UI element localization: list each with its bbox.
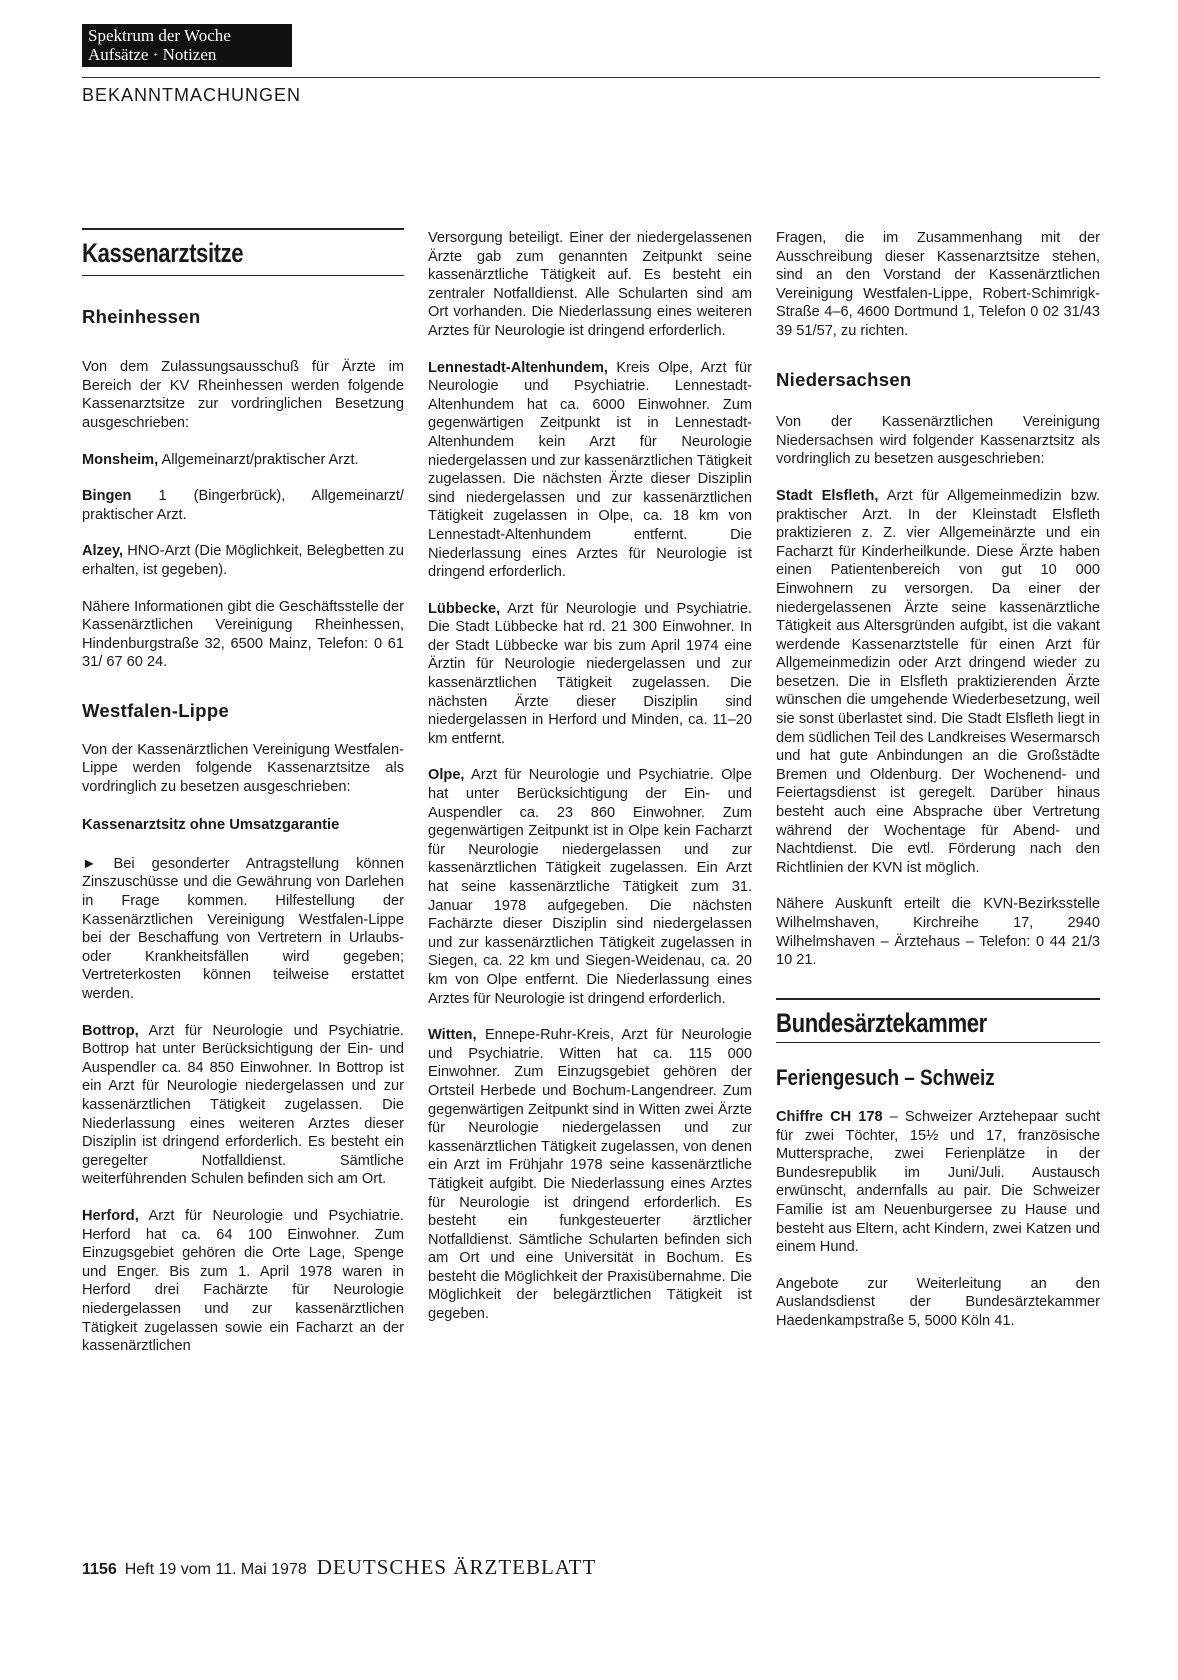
text-herford: Arzt für Neurologie und Psychiatrie. Herford hat ca. 64 100 Einwohner. Zum Einzugsgebiet gehören die Orte Lage, Spenge und Enger. Bis zum 1. April 1978 waren in Herford drei Fachärzte für Neurologie niedergelassen und zur kassenärztlichen Tätigkeit zugelassen sowie ein Facharzt an der kassenärztlichen <box>82 1207 404 1355</box>
paragraph-monsheim <box>82 451 404 470</box>
paragraph-alzey <box>82 542 404 579</box>
column-2 <box>428 229 752 1324</box>
lead-luebbecke: Lübbecke, <box>428 600 501 617</box>
text-olpe: Arzt für Neurologie und Psychiatrie. Olpe hat unter Berücksichtigung der Ein- und Auspendler ca. 23 860 Einwohner. Zum gegenwärtigen Zeitpunkt ist in Olpe kein Facharzt für Neurologie niedergelassen und zur kassenärztlichen Tätigkeit zugelassen. Ein Arzt hat seine kassenärztliche Tätigkeit zum 31. Januar 1978 aufgegeben. Die nächsten Fachärzte dieser Disziplin sind niedergelassen und zur kassenärztlichen Tätigkeit zugelassen in Siegen, ca. 22 km und Siegen-Weidenau, ca. 20 km von Olpe entfernt. Die Niederlassung eines Arztes für Neurologie ist dringend erforderlich. <box>428 767 752 1007</box>
paragraph-lennestadt <box>428 359 752 582</box>
heading-westfalen-lippe: Westfalen-Lippe <box>82 699 230 721</box>
paragraph-wl-bullet: ► Bei gesonderter Antragstellung können Zinszuschüsse und die Gewährung von Darlehen in Frage kommen. Hilfestellung der Kassenärztlichen Vereinigung Westfalen-Lippe bei der Beschaffung von Vertretern in Urlaubs- oder Krankheitsfällen wird gegeben; Vertreterkosten können teilweise erstattet werden. <box>82 855 404 1003</box>
text-monsheim: Allgemeinarzt/praktischer Arzt. <box>158 451 359 468</box>
paragraph-herford <box>82 1207 404 1356</box>
heading-ohne-umsatzgarantie: Kassenarztsitz ohne Umsatzgarantie <box>82 817 340 834</box>
lead-bottrop: Bottrop, <box>82 1022 139 1039</box>
section-label: BEKANNTMACHUNGEN <box>82 85 302 105</box>
lead-alzey: Alzey, <box>82 543 124 560</box>
title-block-kassenarztsitze <box>82 228 404 276</box>
paragraph-col3-cont: Fragen, die im Zusammenhang mit der Ausschreibung dieser Kassenarztsitze stehen, sind an den Vorstand der Kassenärztlichen Vereinigung Westfalen-Lippe, Robert-Schimrigk-Straße 4–6, 4600 Dortmund 1, Telefon 0 02 31/43 39 51/57, zu richten. <box>776 230 1100 339</box>
page-number: 1156 <box>82 1561 117 1578</box>
text-alzey: HNO-Arzt (Die Möglichkeit, Belegbetten zu erhalten, ist gegeben). <box>82 543 404 578</box>
lead-herford: Herford, <box>82 1207 139 1224</box>
column-1 <box>82 228 404 1356</box>
paragraph-elsfleth <box>776 487 1100 877</box>
paragraph-chiffre <box>776 1108 1100 1257</box>
paragraph-col2-cont: Versorgung beteiligt. Einer der niedergelassenen Ärzte gab zum genannten Zeitpunkt seine kassenärztliche Tätigkeit auf. Es besteht ein zentraler Notfalldienst. Alle Schularten sind am Ort vorhanden. Die Niederlassung eines weiteren Arztes für Neurologie ist dringend erforderlich. <box>428 230 752 339</box>
page-footer <box>82 1555 596 1580</box>
paragraph-wl-intro: Von der Kassenärztlichen Vereinigung Westfalen-Lippe werden folgende Kassenarztsitze als vordringlich zu besetzen ausgeschrieben: <box>82 741 404 795</box>
rubric-box <box>82 24 292 67</box>
paragraph-bingen <box>82 487 404 524</box>
lead-olpe: Olpe, <box>428 767 465 784</box>
column-3 <box>776 229 1100 1331</box>
lead-witten: Witten, <box>428 1027 477 1044</box>
article-title: Kassenarztsitze <box>82 238 244 268</box>
paragraph-rh-intro: Von dem Zulassungsausschuß für Ärzte im Bereich der KV Rheinhessen werden folgende Kassenarztsitze zur vordringlichen Besetzung ausgeschrieben: <box>82 359 404 431</box>
issue-info: Heft 19 vom 11. Mai 1978 <box>124 1561 307 1578</box>
paragraph-bottrop <box>82 1022 404 1189</box>
lead-bingen: Bingen <box>82 488 132 505</box>
header-rule <box>82 77 1100 78</box>
text-chiffre: – Schweizer Arztehepaar sucht für zwei Töchter, 15½ und 17, französische Muttersprache, zwei Ferienplätze in der Bundesrepublik im Juni/Juli. Austausch erwünscht, andernfalls au pair. Die Schweizer Familie ist am Neuenburgersee zu Hause und besteht aus Eltern, acht Kindern, zwei Katzen und einem Hund. <box>776 1108 1101 1256</box>
text-witten: Ennepe-Ruhr-Kreis, Arzt für Neurologie und Psychiatrie. Witten hat ca. 115 000 Einwohner. Zum Einzugsgebiet gehören der Ortsteil Herbede und Bochum-Langendreer. Zum gegenwärtigen Zeitpunkt sind in Witten zwei Ärzte für Neurologie niedergelassen und zur kassenärztlichen Tätigkeit zugelassen, von denen ein Arzt im Frühjahr 1978 seine kassenärztliche Tätigkeit aufgibt. Die Niederlassung eines Arztes für Neurologie ist dringend erforderlich. Es besteht ein funkgesteuerter ärztlicher Notfalldienst. Sämtliche Schularten befinden sich am Ort und eine Universität in Bochum. Es besteht die Möglichkeit der Praxisübernahme. Die Möglichkeit der belegärztlichen Tätigkeit ist gegeben. <box>428 1027 752 1323</box>
bundesaerztekammer-title: Bundesärztekammer <box>776 1007 987 1038</box>
text-bottrop: Arzt für Neurologie und Psychiatrie. Bottrop hat unter Berücksichtigung der Ein- und Auspendler ca. 84 850 Einwohner. In Bottrop ist ein Arzt für Neurologie niedergelassen und zur kassenärztlichen Tätigkeit zugelassen. Die Niederlassung eines weiteren Arztes dieser Disziplin ist dringend erforderlich. Es besteht ein geregelter Notfalldienst. Sämtliche weiterführenden Schulen befinden sich am Ort. <box>82 1022 404 1188</box>
rubric-line-1: Spektrum der Woche <box>88 26 231 45</box>
paragraph-nds-info: Nähere Auskunft erteilt die KVN-Bezirksstelle Wilhelmshaven, Kirchreihe 17, 2940 Wilhelmshaven – Ärztehaus – Telefon: 0 44 21/3 10 21. <box>776 896 1100 969</box>
lead-lennestadt: Lennestadt-Altenhundem, <box>428 359 608 376</box>
text-bingen: 1 (Bingerbrück), Allgemeinarzt/ praktischer Arzt. <box>82 488 404 523</box>
paragraph-rh-info: Nähere Informationen gibt die Geschäftsstelle der Kassenärztlichen Vereinigung Rheinhessen, Hindenburgstraße 32, 6500 Mainz, Telefon: 0 61 31/ 67 60 24. <box>82 598 404 671</box>
lead-monsheim: Monsheim, <box>82 451 159 468</box>
heading-niedersachsen: Niedersachsen <box>776 368 912 390</box>
heading-rheinhessen: Rheinhessen <box>82 305 201 327</box>
paragraph-angebote: Angebote zur Weiterleitung an den Auslandsdienst der Bundesärztekammer Haedenkampstraße 5, 5000 Köln 41. <box>776 1275 1100 1329</box>
paragraph-witten <box>428 1026 752 1324</box>
lead-chiffre: Chiffre CH 178 <box>776 1108 883 1125</box>
rubric-line-2: Aufsätze · Notizen <box>88 45 217 64</box>
title-block-bundesaerztekammer <box>776 998 1100 1044</box>
paragraph-luebbecke <box>428 600 752 749</box>
paragraph-olpe <box>428 766 752 1008</box>
heading-feriengesuch: Feriengesuch – Schweiz <box>776 1065 995 1091</box>
text-lennestadt: Kreis Olpe, Arzt für Neurologie und Psychiatrie. Lennestadt-Altenhundem hat ca. 6000 Einwohner. Zum gegenwärtigen Zeitpunkt ist in Lennestadt-Altenhundem kein Arzt für Neurologie niedergelassen und zur kassenärztlichen Tätigkeit zugelassen. Die nächsten Ärzte dieser Disziplin sind niedergelassen und zur kassenärztlichen Tätigkeit zugelassen in Olpe, ca. 18 km von Lennestadt-Altenhundem entfernt. Die Niederlassung eines Arztes für Neurologie ist dringend erforderlich. <box>428 359 752 581</box>
magazine-name: DEUTSCHES ÄRZTEBLATT <box>316 1555 597 1579</box>
text-elsfleth: Arzt für Allgemeinmedizin bzw. praktischer Arzt. In der Kleinstadt Elsfleth praktizieren z. Z. vier Allgemeinärzte und ein Facharzt für Kinderheilkunde. Diese Ärzte haben einen Patientenbereich von gut 10 000 Einwohnern zu versorgen. Da einer der niedergelassenen Ärzte seine kassenärztliche Tätigkeit aus Altersgründen aufgibt, ist die vakant werdende Kassenarztstelle für einen Arzt für Allgemeinmedizin oder Arzt dringend wieder zu besetzen. Die in Elsfleth praktizierenden Ärzte wünschen die umgehende Wiederbesetzung, weil sie sonst überlastet sind. Die Stadt Elsfleth liegt in dem südlichen Teil des Landkreises Wesermarsch und hat gute Anbindungen an die Großstädte Bremen und Oldenburg. Der Wochenend- und Feiertagsdienst ist geregelt. Darüber hinaus besteht auch eine Absprache über Vertretung während der Wochentage für Abend- und Nachtdienst. Die evtl. Förderung nach den Richtlinien der KVN ist möglich. <box>776 487 1101 876</box>
lead-elsfleth: Stadt Elsfleth, <box>776 487 879 504</box>
text-luebbecke: Arzt für Neurologie und Psychiatrie. Die Stadt Lübbecke hat rd. 21 300 Einwohner. In der Stadt Lübbecke war bis zum April 1974 eine Ärztin für Neurologie niedergelassen und zur kassenärztlichen Tätigkeit zugelassen. Die nächsten Ärzte dieser Disziplin sind niedergelassen in Herford und Minden, ca. 11–20 km entfernt. <box>428 600 752 747</box>
paragraph-nds-intro: Von der Kassenärztlichen Vereinigung Niedersachsen wird folgender Kassenarztsitz als vordringlich zu besetzen ausgeschrieben: <box>776 414 1100 468</box>
